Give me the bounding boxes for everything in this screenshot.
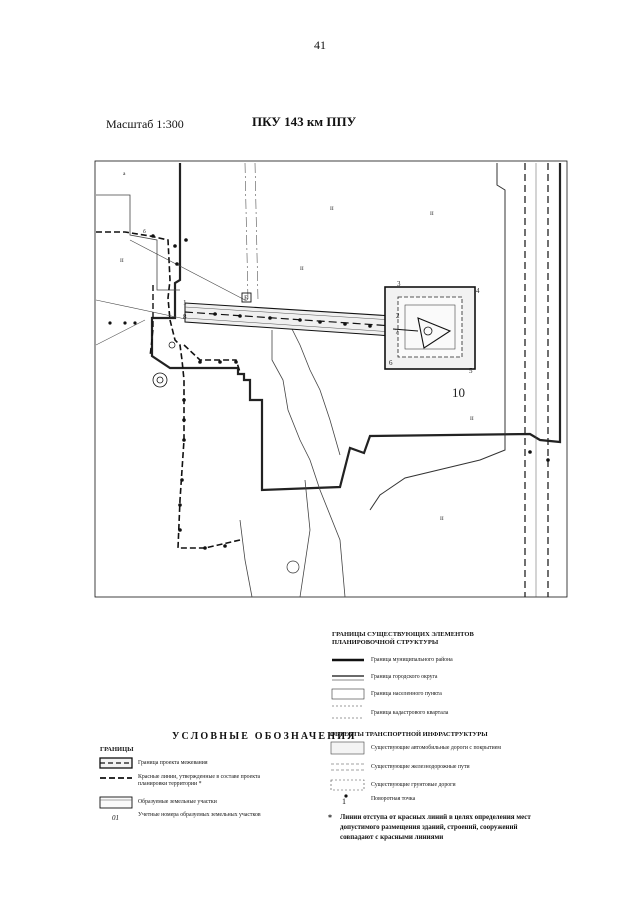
map-label-ii-4: II (470, 416, 474, 422)
legend-title: УСЛОВНЫЕ ОБОЗНАЧЕНИЯ (172, 731, 357, 742)
marker-label: Б (244, 294, 249, 303)
map-label-ii-3: II (300, 266, 304, 272)
legend-parcel-number-sample: 01 (112, 814, 119, 822)
point-label-5: 5 (469, 367, 473, 375)
legend-turn-point: Поворотная точка (371, 796, 416, 802)
point-label-3: 3 (397, 280, 401, 288)
legend-dirt-roads: Существующие грунтовые дороги (371, 782, 456, 788)
map-label-a: а (123, 171, 126, 177)
map-label-ii-5: II (120, 258, 124, 264)
legend-borders-heading: ГРАНИЦЫ (100, 746, 134, 753)
point-label-2: 2 (396, 312, 400, 320)
legend-red-lines: Красные линии, утвержденные в составе проекта планировки территории * (138, 774, 261, 787)
legend-municipal-boundary: Граница муниципального района (371, 657, 453, 663)
map-title: ПКУ 143 км ППУ (252, 114, 357, 129)
footnote-marker: * (328, 813, 332, 822)
legend-turn-point-number: 1 (342, 797, 346, 806)
transport-heading: ОБЪЕКТЫ ТРАНСПОРТНОЙ ИНФРАСТРУКТУРЫ (330, 731, 488, 738)
point-label-6: 6 (389, 359, 393, 367)
planning-structure-heading: ГРАНИЦЫ СУЩЕСТВУЮЩИХ ЭЛЕМЕНТОВ ПЛАНИРОВОЧНОЙ СТРУКТУРЫ (332, 631, 474, 646)
map-label-ii-1: II (330, 206, 334, 212)
point-label-1: 1 (183, 299, 187, 307)
map-label-b: б (143, 229, 146, 235)
legend-settlement-boundary: Граница населенного пункта (371, 691, 442, 697)
scale-label: Масштаб 1:300 (106, 117, 184, 131)
legend-survey-boundary: Граница проекта межевания (138, 760, 208, 766)
point-label-7: 7 (395, 328, 399, 336)
page-number: 41 (314, 38, 326, 52)
legend-cadastral-quarter: Граница кадастрового квартала (371, 710, 449, 716)
legend-formed-parcels: Образуемые земельные участки (138, 799, 217, 805)
footnote: Линии отступа от красных линий в целях определения мест допустимого размещения зданий, строений, сооружений совпадают с красными линиями (340, 813, 531, 841)
area-number-label: 10 (452, 385, 465, 400)
legend-city-boundary: Граница городского округа (371, 674, 438, 680)
map-label-ii-6: II (440, 516, 444, 522)
point-label-8: 8 (183, 313, 187, 321)
map-label-ii-2: II (430, 211, 434, 217)
point-label-4: 4 (476, 287, 480, 295)
legend-railways: Существующие железнодорожные пути (371, 764, 470, 770)
legend-parcel-numbers: Учетные номера образуемых земельных участков (138, 812, 261, 818)
legend-paved-roads: Существующие автомобильные дороги с покрытием (371, 745, 501, 751)
